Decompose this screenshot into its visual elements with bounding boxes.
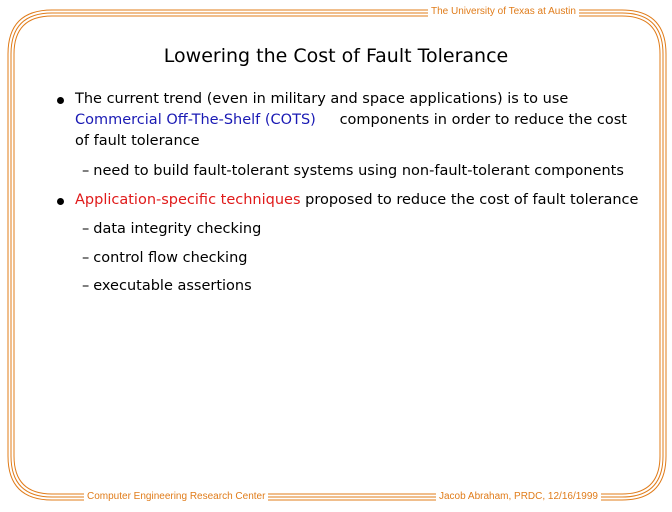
- sub-item-text: executable assertions: [93, 278, 252, 294]
- bullet-2-rest: proposed to reduce the cost of fault tolerance: [305, 192, 639, 208]
- footer-right: Jacob Abraham, PRDC, 12/16/1999: [436, 491, 601, 503]
- bullet-1-dot: [57, 97, 64, 104]
- bullet-1-line-2-rest: components in order to reduce the cost: [339, 112, 627, 128]
- sub-item-need-to-build: [82, 161, 624, 182]
- sub-item-control-flow: [82, 248, 247, 269]
- bullet-2-dot: [57, 198, 64, 205]
- sub-item-text: control flow checking: [93, 250, 248, 266]
- footer-left: Computer Engineering Research Center: [84, 491, 268, 503]
- dash-marker: –: [82, 250, 90, 266]
- slide-title: Lowering the Cost of Fault Tolerance: [163, 45, 509, 67]
- sub-item-text: need to build fault-tolerant systems using non-fault-tolerant components: [93, 163, 624, 179]
- dash-marker: –: [82, 221, 90, 237]
- application-specific-highlight: Application-specific techniques: [75, 192, 301, 208]
- sub-item-data-integrity: [82, 219, 261, 240]
- dash-marker: –: [82, 163, 90, 179]
- bullet-1-line-3: of fault tolerance: [75, 133, 200, 149]
- cots-highlight: Commercial Off-The-Shelf (COTS): [75, 112, 316, 128]
- sub-item-executable-assertions: [82, 276, 252, 297]
- sub-item-text: data integrity checking: [93, 221, 262, 237]
- bullet-1-line-2: [75, 110, 627, 131]
- bullet-2-line-1: [75, 190, 638, 211]
- bullet-1-line-1: The current trend (even in military and space applications) is to use: [75, 91, 569, 107]
- institution-header: The University of Texas at Austin: [428, 6, 579, 18]
- dash-marker: –: [82, 278, 90, 294]
